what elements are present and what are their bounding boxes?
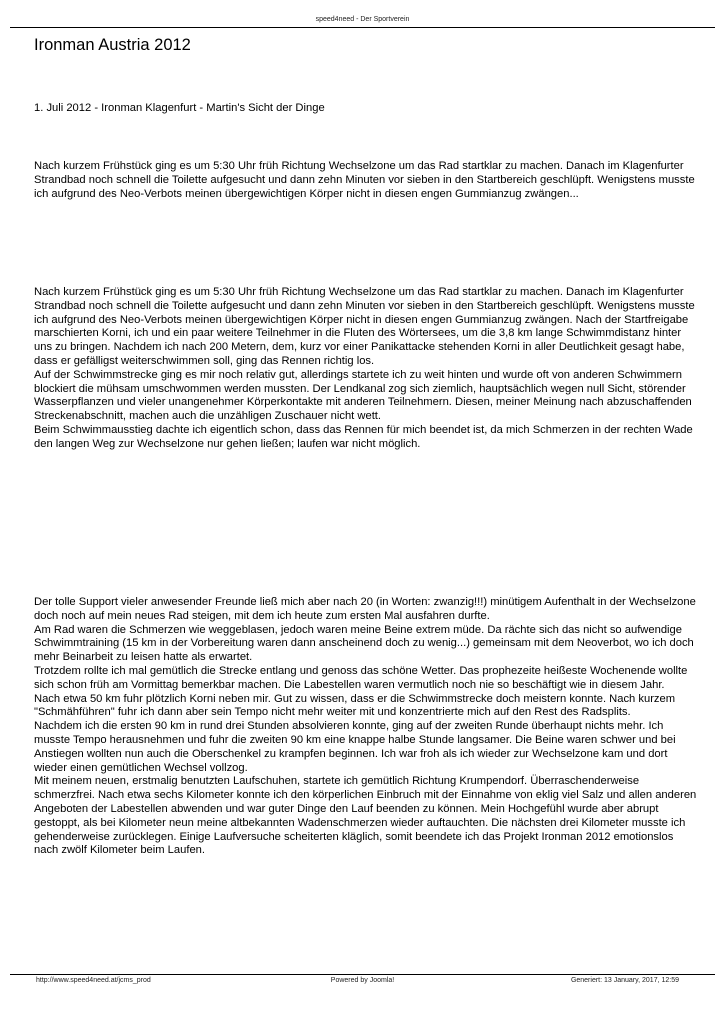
bike-run-section <box>34 596 698 858</box>
paragraph: Mit meinem neuen, erstmalig benutzten Laufschuhen, startete ich gemütlich Richtung Krumpendorf. Überraschenderweise schmerzfrei. Nach etwa sechs Kilometer konnte ich den körperlichen Einbruch mit der Einnahme von eklig viel Salz und allen anderen Angeboten der Labestellen abwenden und war guter Dinge den Lauf beenden zu können. Mein Hochgefühl wurde aber abrupt gestoppt, als bei Kilometer neun meine altbekannten Wadenschmerzen wieder auftauchten. Die nächsten drei Kilometer musste ich gehenderweise zurücklegen. Einige Laufversuche scheiterten kläglich, somit beendete ich das Projekt Ironman 2012 emotionslos nach zwölf Kilometer beim Laufen. <box>34 775 697 857</box>
intro-text-block <box>34 160 698 201</box>
footer-powered-by: Powered by Joomla! <box>330 977 395 984</box>
paragraph: Nach etwa 50 km fuhr plötzlich Korni neben mir. Gut zu wissen, dass er die Schwimmstrecke doch meistern konnte. Nach kurzem "Schmähführen" fuhr ich dann aber sein Tempo nicht mehr weiter mit und konzentrierte mich auf den Rest des Radsplits. <box>34 692 676 719</box>
swim-section <box>34 286 698 452</box>
footer-divider <box>10 974 715 975</box>
paragraph: Am Rad waren die Schmerzen wie weggeblasen, jedoch waren meine Beine extrem müde. Da rächte sich das nicht so aufwendige Schwimmtraining (15 km in der Vorbereitung waren dann anscheinend doch zu wenig...) gemeinsam mit dem Neoverbot, wo ich doch mehr Beinarbeit zu leisen hatte als erwartet. <box>34 623 694 664</box>
paragraph: Der tolle Support vieler anwesender Freunde ließ mich aber nach 20 (in Worten: zwanzig!!!) minütigem Aufenthalt in der Wechselzone doch noch auf mein neues Rad steigen, mit dem ich heute zum ersten Mal ausfahren durfte. <box>34 596 696 622</box>
paragraph: Nach kurzem Frühstück ging es um 5:30 Uhr früh Richtung Wechselzone um das Rad startklar zu machen. Danach im Klagenfurter Strandbad noch schnell die Toilette aufgesucht und dann zehn Minuten vor sieben in den Startbereich geschlüpft. Wenigstens musste ich aufgrund des Neo-Verbots meinen übergewichtigen Körper nicht in diesen engen Gummianzug zwängen. Nach der Startfreigabe marschierten Korni, ich und ein paar weitere Teilnehmer in die Fluten des Wörtersees, um die 3,8 km lange Schwimmdistanz hinter uns zu bringen. Nachdem ich nach 200 Metern, dem, kurz vor einer Panikattacke stehenden Korni in aller Deutlichkeit gesagt habe, dass er gefälligst weiterschwimmen soll, ging das Rennen richtig los. <box>34 286 695 367</box>
paragraph: Trotzdem rollte ich mal gemütlich die Strecke entlang und genoss das schöne Wetter. Das prophezeite heißeste Wochenende wollte sich schon früh am Vormittag bemerkbar machen. Die Labestellen waren vermutlich noch nie so beschäftigt wie in diesem Jahr. <box>34 664 688 691</box>
intro-paragraph: Nach kurzem Frühstück ging es um 5:30 Uhr früh Richtung Wechselzone um das Rad startklar zu machen. Danach im Klagenfurter Strandbad noch schnell die Toilette aufgesucht und dann zehn Minuten vor sieben in den Startbereich geschlüpft. Wenigstens musste ich aufgrund des Neo-Verbots meinen übergewichtigen Körper nicht in diesen engen Gummianzug zwängen... <box>34 160 695 200</box>
article-subtitle: 1. Juli 2012 - Ironman Klagenfurt - Martin's Sicht der Dinge <box>34 102 325 114</box>
site-header: speed4need - Der Sportverein <box>315 16 410 23</box>
paragraph: Nachdem ich die ersten 90 km in rund drei Stunden absolvieren konnte, ging auf der zweiten Runde überhaupt nichts mehr. Ich musste Tempo herausnehmen und fuhr die zweiten 90 km eine knappe halbe Stunde langsamer. Die Beine waren schwer und bei Anstiegen wollten nun auch die Oberschenkel zu krampfen beginnen. Ich war froh als ich wieder zur Wechselzone kam und dort wieder einen gemütlichen Wechsel vollzog. <box>34 720 676 774</box>
footer-generated-date: Generiert: 13 January, 2017, 12:59 <box>570 977 679 984</box>
header-divider <box>10 27 715 28</box>
footer-url: http://www.speed4need.at/jcms_prod <box>36 977 151 984</box>
paragraph: Beim Schwimmausstieg dachte ich eigentlich schon, dass das Rennen für mich beendet ist, da mich Schmerzen in der rechten Wade den langen Weg zur Wechselzone nur gehen ließen; laufen war nicht möglich. <box>34 423 693 450</box>
page-title: Ironman Austria 2012 <box>34 36 191 54</box>
paragraph: Auf der Schwimmstrecke ging es mir noch relativ gut, allerdings startete ich zu weit hinten und wurde oft von anderen Schwimmern blockiert die mühsam umschwommen werden mussten. Der Lendkanal zog sich ziemlich, hauptsächlich wegen null Sicht, störender Wasserpflanzen und vieler unangenehmer Körperkontakte mit anderen Teilnehmern. Diesen, meiner Meinung nach abzuschaffenden Streckenabschnitt, machen auch die unzähligen Zuschauer nicht wett. <box>34 368 692 423</box>
